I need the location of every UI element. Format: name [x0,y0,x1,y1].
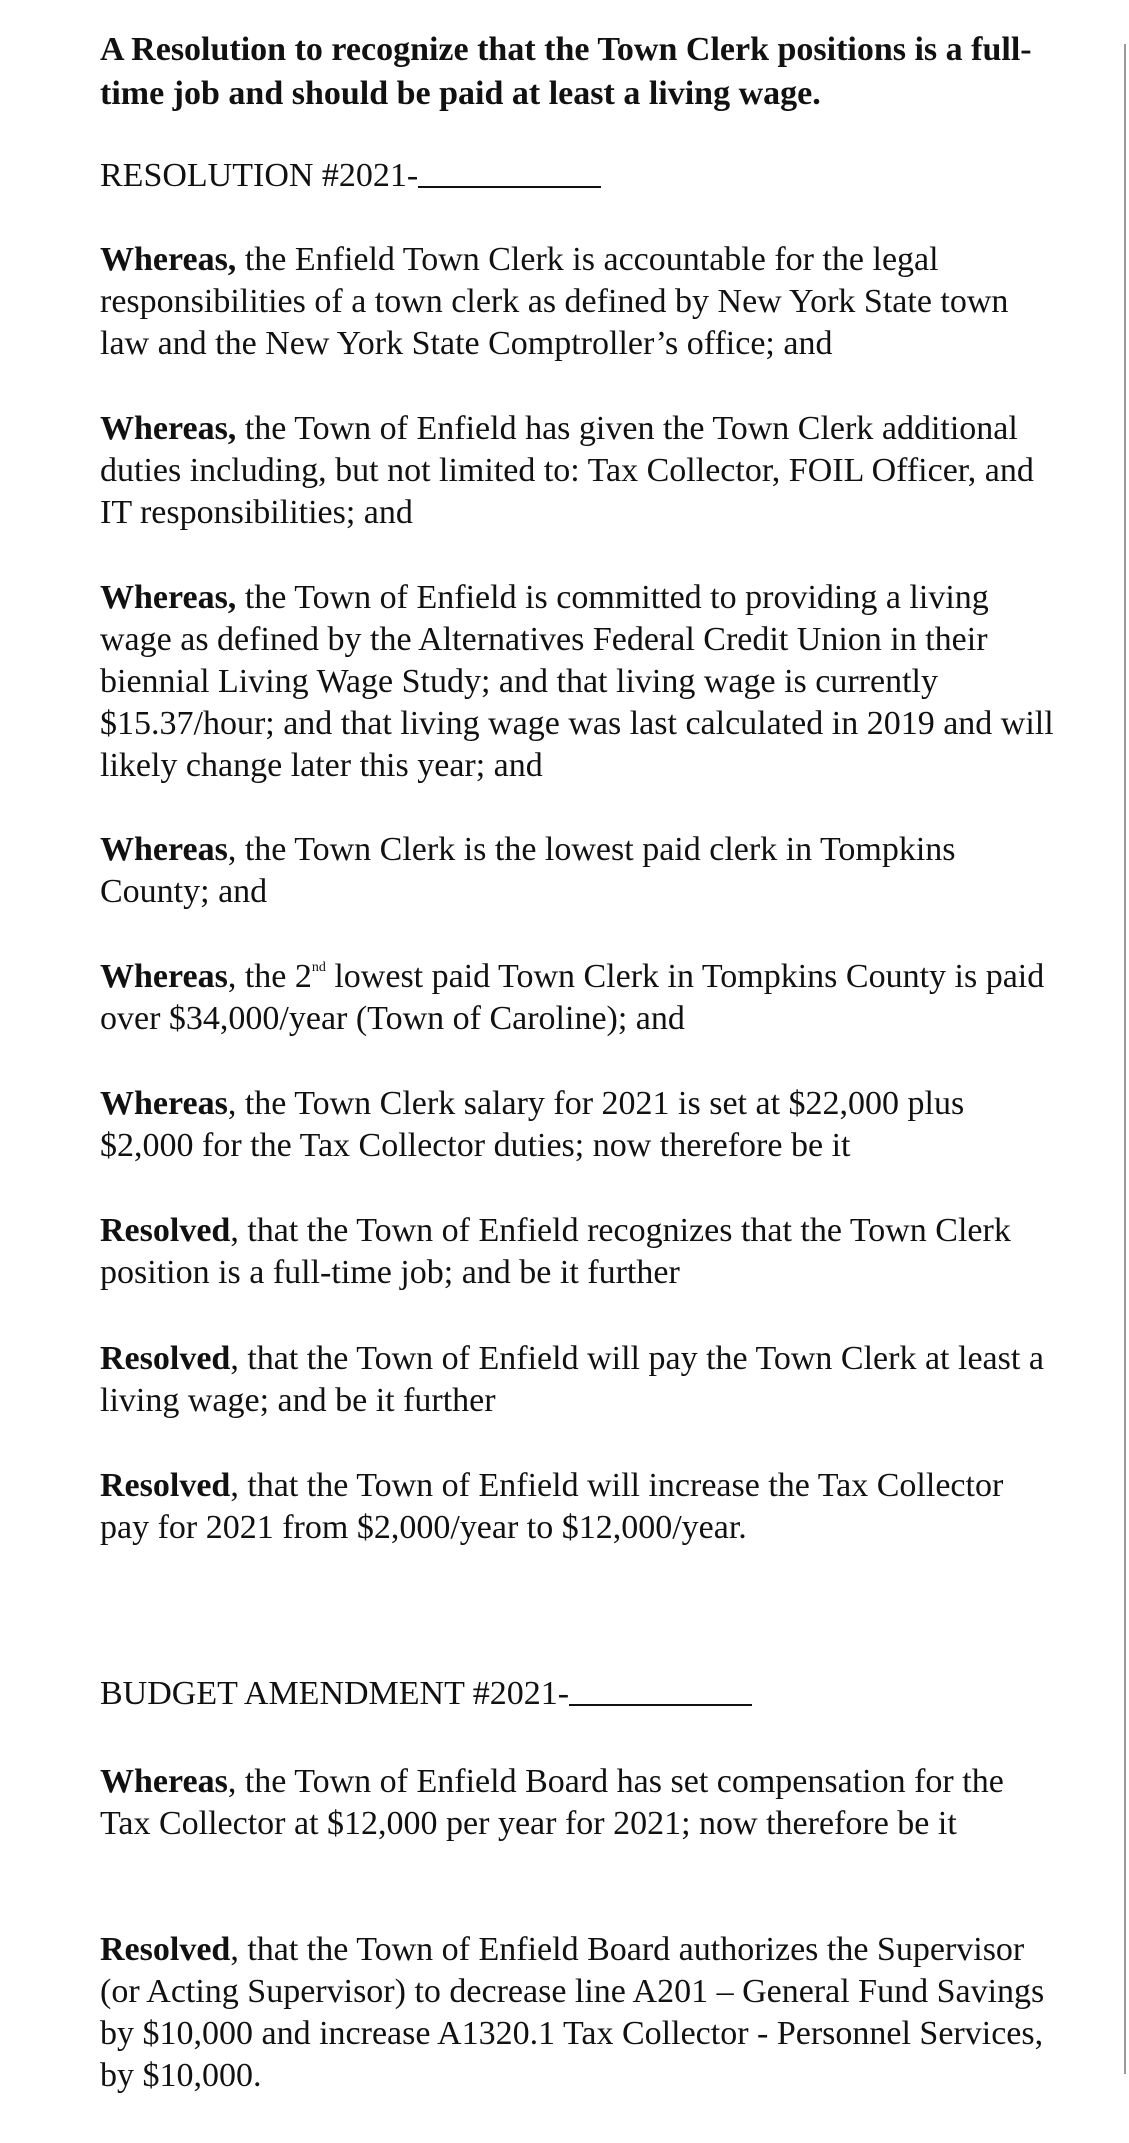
resolution-number-blank [418,158,601,188]
paragraph-lead: Whereas, [100,410,237,447]
paragraph-lead: Whereas [100,958,228,995]
paragraph-lead: Resolved [100,1340,231,1377]
resolution-heading [100,154,601,198]
paragraph-text: , the 2 [227,958,312,995]
whereas-paragraph-3 [100,577,1060,787]
paragraph-text: , the Town of Enfield Board has set compensation for the Tax Collector at $12,000 per year for 2021; now therefore be it [100,1763,1004,1842]
resolved-paragraph-1 [100,1210,1060,1294]
resolved-paragraph-3 [100,1465,1060,1549]
whereas-paragraph-6 [100,1083,1060,1167]
paragraph-text: , that the Town of Enfield recognizes that the Town Clerk position is a full-time job; and be it further [100,1212,1011,1291]
resolved-paragraph-2 [100,1338,1060,1422]
budget-resolved-paragraph [100,1929,1060,2097]
resolution-number-label: RESOLUTION #2021- [100,157,419,194]
document-title: A Resolution to recognize that the Town Clerk positions is a full-time job and should be paid at least a living wage. [100,31,1032,112]
paragraph-text: the Town of Enfield is committed to providing a living wage as defined by the Alternatives Federal Credit Union in their biennial Living Wage Study; and that living wage is currently $15.37/hour; and that living wage was last calculated in 2019 and will likely change later this year; and [100,579,1054,784]
paragraph-text: the Enfield Town Clerk is accountable for the legal responsibilities of a town clerk as defined by New York State town law and the New York State Comptroller’s office; and [100,241,1009,362]
paragraph-text: , that the Town of Enfield will increase the Tax Collector pay for 2021 from $2,000/year to $12,000/year. [100,1467,1004,1546]
paragraph-lead: Whereas, [100,579,237,616]
paragraph-text: , that the Town of Enfield will pay the Town Clerk at least a living wage; and be it further [100,1340,1044,1419]
paragraph-lead: Whereas, [100,241,237,278]
paragraph-text: lowest paid Town Clerk in Tompkins County is paid over $34,000/year (Town of Caroline); and [100,958,1045,1037]
whereas-paragraph-5 [100,956,1060,1040]
paragraph-lead: Resolved [100,1931,231,1968]
paragraph-lead: Whereas [100,831,228,868]
page-edge-line [1124,44,1126,2074]
paragraph-lead: Whereas [100,1763,228,1800]
paragraph-lead: Resolved [100,1212,231,1249]
budget-whereas-paragraph [100,1761,1060,1845]
budget-amendment-number-label: BUDGET AMENDMENT #2021- [100,1675,570,1712]
whereas-paragraph-4 [100,829,1060,913]
whereas-paragraph-1 [100,239,1060,365]
paragraph-text: the Town of Enfield has given the Town Clerk additional duties including, but not limited to: Tax Collector, FOIL Officer, and IT responsibilities; and [100,410,1034,531]
ordinal-superscript: nd [311,960,326,975]
paragraph-text: , the Town Clerk is the lowest paid clerk in Tompkins County; and [100,831,956,910]
whereas-paragraph-2 [100,408,1060,534]
paragraph-lead: Resolved [100,1467,231,1504]
budget-amendment-number-blank [569,1676,752,1706]
paragraph-lead: Whereas [100,1085,228,1122]
budget-amendment-heading [100,1672,752,1716]
paragraph-text: , the Town Clerk salary for 2021 is set at $22,000 plus $2,000 for the Tax Collector duties; now therefore be it [100,1085,965,1164]
paragraph-text: , that the Town of Enfield Board authorizes the Supervisor (or Acting Supervisor) to decrease line A201 – General Fund Savings by $10,000 and increase A1320.1 Tax Collector - Personnel Services, by $10,000. [100,1931,1045,2094]
